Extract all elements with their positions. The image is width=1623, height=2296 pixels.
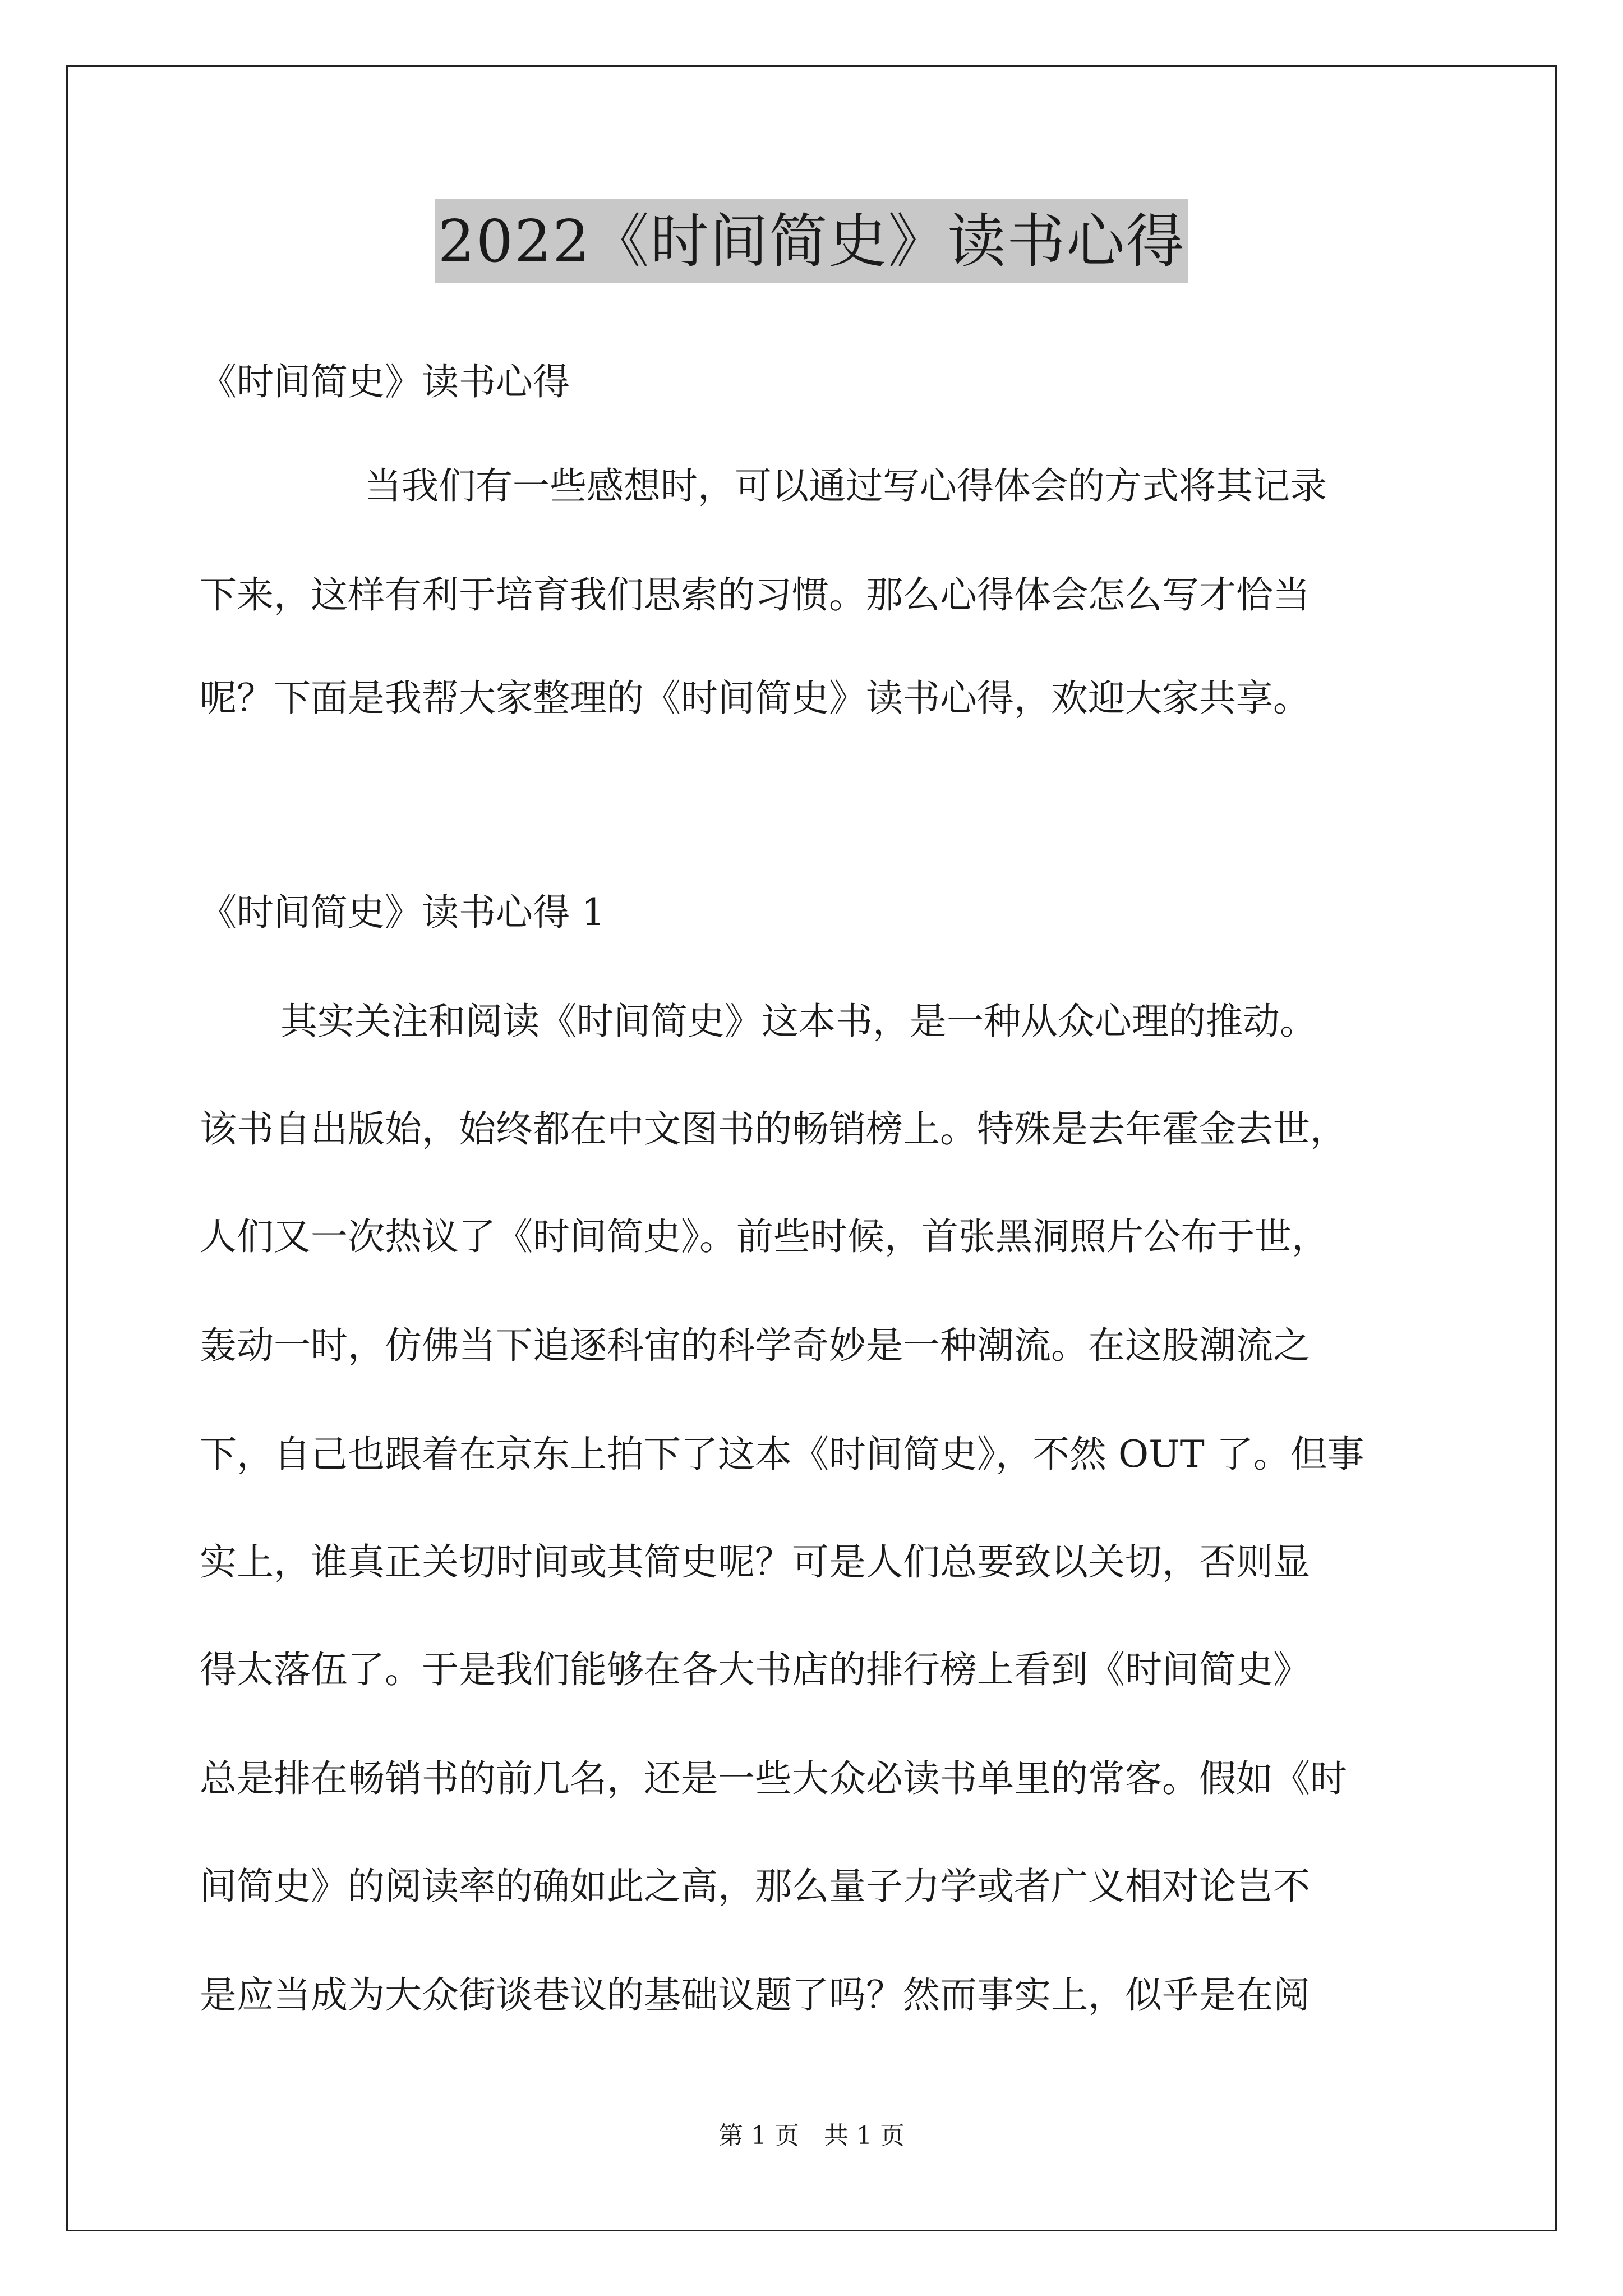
- title-container: [0, 199, 1623, 283]
- section-heading: 《时间简史》读书心得 1: [200, 891, 605, 934]
- intro-line: 当我们有一些感想时，可以通过写心得体会的方式将其记录: [365, 464, 1327, 508]
- body-line: 轰动一时，仿佛当下追逐科宙的科学奇妙是一种潮流。在这股潮流之: [200, 1324, 1310, 1367]
- body-line: 总是排在畅销书的前几名，还是一些大众必读书单里的常客。假如《时: [200, 1757, 1347, 1800]
- body-line: 下，自己也跟着在京东上拍下了这本《时间简史》，不然 OUT 了。但事: [200, 1433, 1364, 1476]
- body-line: 间简史》的阅读率的确如此之高，那么量子力学或者广义相对论岂不: [200, 1865, 1310, 1908]
- body-line: 该书自出版始，始终都在中文图书的畅销榜上。特殊是去年霍金去世，: [200, 1107, 1347, 1151]
- document-subtitle: 《时间简史》读书心得: [200, 360, 570, 403]
- body-line: 人们又一次热议了《时间简史》。前些时候，首张黑洞照片公布于世，: [200, 1215, 1329, 1258]
- body-line: 得太落伍了。于是我们能够在各大书店的排行榜上看到《时间简史》: [200, 1648, 1310, 1691]
- body-line: 实上，谁真正关切时间或其简史呢？可是人们总要致以关切，否则显: [200, 1540, 1310, 1584]
- intro-line: 呢？下面是我帮大家整理的《时间简史》读书心得，欢迎大家共享。: [200, 677, 1310, 720]
- intro-line: 下来，这样有利于培育我们思索的习惯。那么心得体会怎么写才恰当: [200, 573, 1310, 616]
- body-line: 其实关注和阅读《时间简史》这本书，是一种从众心理的推动。: [280, 1000, 1317, 1043]
- body-line: 是应当成为大众街谈巷议的基础议题了吗？然而事实上，似乎是在阅: [200, 1973, 1310, 2017]
- page-footer: 第 1 页 共 1 页: [718, 2122, 905, 2150]
- document-title: 2022《时间简史》读书心得: [435, 199, 1189, 283]
